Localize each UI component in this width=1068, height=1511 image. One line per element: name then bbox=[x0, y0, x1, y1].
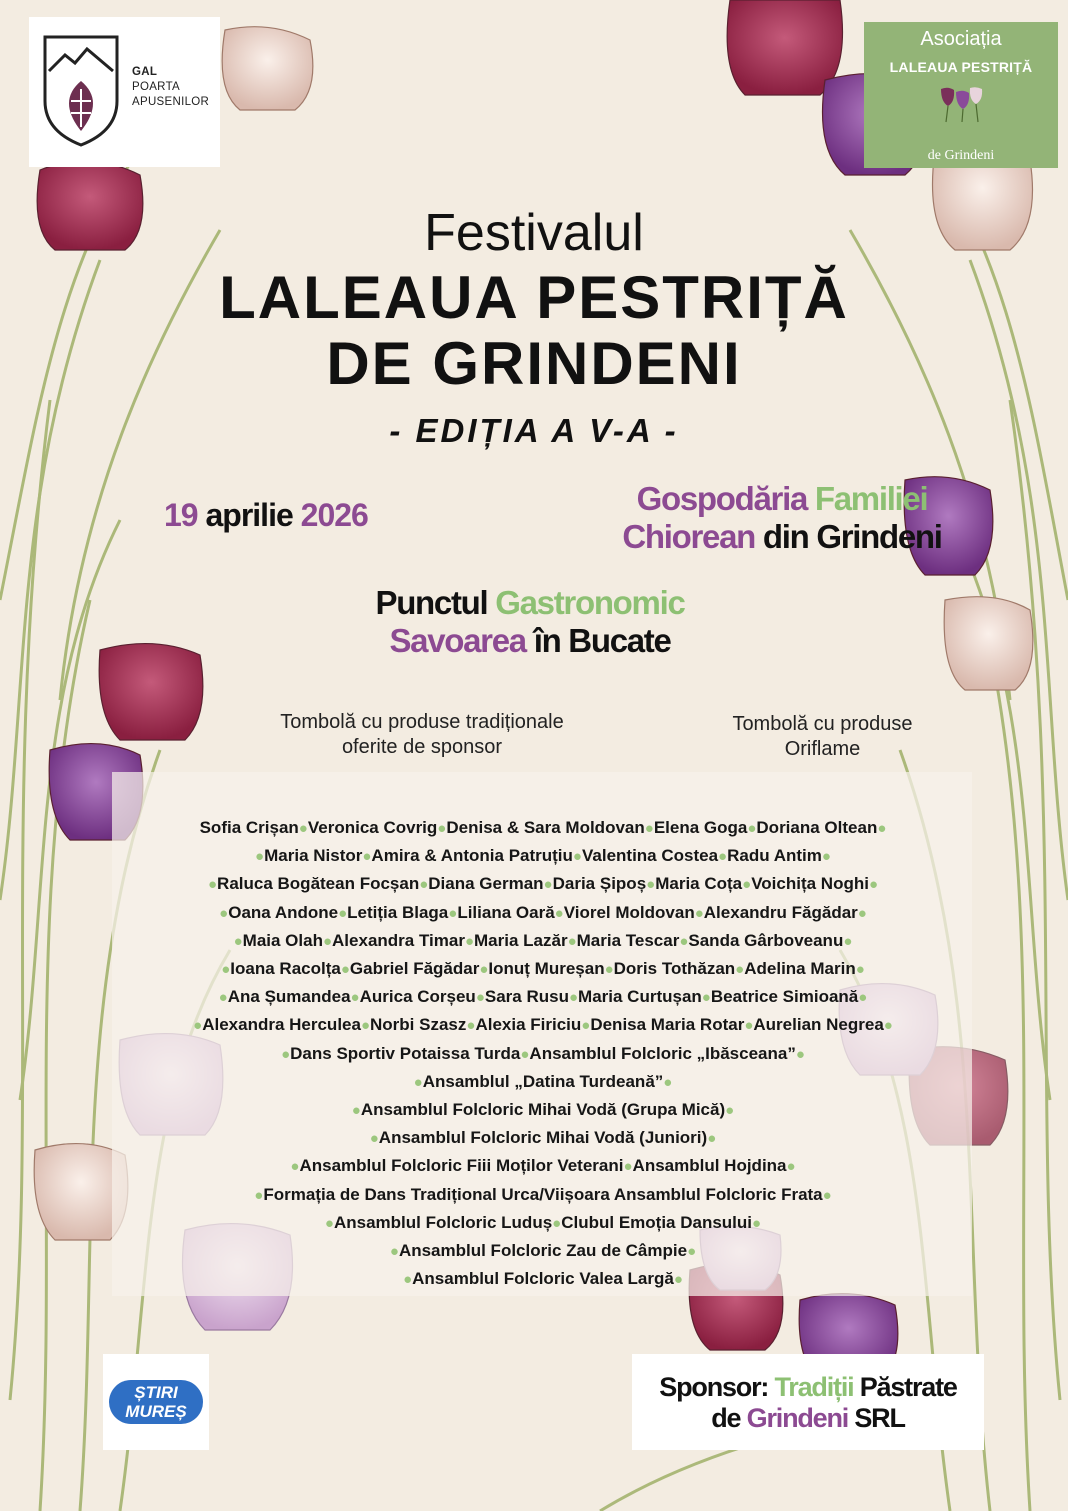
separator-dot: ● bbox=[747, 820, 757, 837]
gal-logo-line3: APUSENILOR bbox=[132, 96, 210, 108]
separator-dot: ● bbox=[290, 1158, 300, 1176]
performer-name: Voichița Noghi bbox=[751, 874, 869, 894]
performer-name: Ansamblul Folcloric Zau de Câmpie bbox=[398, 1241, 688, 1261]
performers-row bbox=[118, 955, 968, 983]
raffle-right-line1: Tombolă cu produse bbox=[732, 713, 913, 735]
separator-dot: ● bbox=[324, 1214, 334, 1232]
performer-name: Maia Olah bbox=[242, 930, 323, 950]
separator-dot: ● bbox=[567, 932, 577, 950]
performer-name: Ansamblul Folcloric Mihai Vodă (Grupa Mică) bbox=[360, 1100, 726, 1120]
asociatia-logo-bottom: de Grindeni bbox=[927, 148, 995, 163]
event-location bbox=[582, 480, 982, 556]
performers-row bbox=[118, 1209, 968, 1237]
separator-dot: ● bbox=[475, 989, 485, 1007]
separator-dot: ● bbox=[369, 1130, 379, 1148]
performer-name: Maria Curtușan bbox=[578, 987, 702, 1007]
performer-name: Adelina Marin bbox=[744, 959, 856, 979]
separator-dot: ● bbox=[233, 932, 243, 950]
performer-name: Clubul Emoția Dansului bbox=[561, 1212, 753, 1232]
performers-row bbox=[118, 814, 968, 842]
separator-dot: ● bbox=[821, 848, 831, 866]
separator-dot: ● bbox=[281, 1045, 291, 1063]
asociatia-laleaua-pestrita-logo bbox=[864, 22, 1058, 168]
performer-name: Aurica Corșeu bbox=[359, 987, 476, 1007]
separator-dot: ● bbox=[479, 961, 489, 979]
performer-name: Daria Șipoș bbox=[552, 874, 647, 894]
performers-row bbox=[118, 983, 968, 1011]
location-word4: din Grindeni bbox=[755, 518, 942, 555]
tulip-flower-icon bbox=[936, 84, 986, 124]
raffle-right-line2: Oriflame bbox=[784, 738, 861, 760]
gal-logo-line1: GAL bbox=[132, 66, 158, 78]
separator-dot: ● bbox=[350, 989, 360, 1007]
performer-name: Maria Nistor bbox=[264, 846, 363, 866]
separator-dot: ● bbox=[255, 848, 265, 866]
separator-dot: ● bbox=[207, 876, 218, 894]
separator-dot: ● bbox=[437, 820, 447, 837]
sponsor-word4: de bbox=[711, 1403, 747, 1433]
performer-name: Ansamblul Folcloric Fiii Moților Veterani bbox=[299, 1156, 624, 1176]
separator-dot: ● bbox=[679, 932, 689, 950]
separator-dot: ● bbox=[858, 989, 868, 1007]
separator-dot: ● bbox=[351, 1102, 361, 1120]
separator-dot: ● bbox=[701, 989, 711, 1007]
separator-dot: ● bbox=[604, 961, 614, 979]
stiri-logo-line1: ȘTIRI bbox=[134, 1383, 178, 1402]
sponsor-word6: SRL bbox=[848, 1403, 905, 1433]
performer-name: Ansamblul Hojdina bbox=[632, 1156, 787, 1176]
performer-name: Norbi Szasz bbox=[370, 1015, 467, 1035]
separator-dot: ● bbox=[543, 876, 553, 894]
separator-dot: ● bbox=[855, 961, 865, 979]
separator-dot: ● bbox=[707, 1130, 717, 1148]
performer-name: Ana Șumandea bbox=[227, 987, 351, 1007]
gastro-word2: Gastronomic bbox=[487, 584, 685, 621]
separator-dot: ● bbox=[520, 1045, 530, 1063]
performers-row bbox=[118, 1096, 968, 1124]
separator-dot: ● bbox=[552, 1214, 562, 1232]
performers-row bbox=[118, 1011, 968, 1039]
separator-dot: ● bbox=[360, 1017, 371, 1035]
gastronomic-point bbox=[330, 584, 730, 660]
separator-dot: ● bbox=[218, 989, 228, 1007]
festival-label: Festivalul bbox=[424, 204, 644, 262]
separator-dot: ● bbox=[581, 1017, 591, 1035]
sponsor-box bbox=[632, 1354, 984, 1450]
separator-dot: ● bbox=[694, 904, 704, 922]
separator-dot: ● bbox=[673, 1271, 683, 1289]
date-year: 2026 bbox=[300, 497, 368, 533]
edition-label: - EDIȚIA A V-A - bbox=[389, 412, 679, 449]
performer-name: Beatrice Simioană bbox=[710, 987, 859, 1007]
performer-name: Liliana Oară bbox=[457, 902, 555, 922]
separator-dot: ● bbox=[298, 820, 308, 837]
performers-row bbox=[118, 1237, 968, 1265]
separator-dot: ● bbox=[322, 932, 333, 950]
separator-dot: ● bbox=[554, 904, 564, 922]
separator-dot: ● bbox=[403, 1271, 413, 1289]
separator-dot: ● bbox=[663, 1073, 673, 1091]
performers-row bbox=[118, 842, 968, 870]
separator-dot: ● bbox=[877, 820, 887, 837]
performer-name: Aurelian Negrea bbox=[753, 1015, 884, 1035]
sponsor-word3: Păstrate bbox=[853, 1372, 957, 1402]
separator-dot: ● bbox=[795, 1045, 805, 1063]
performer-name: Alexandru Făgădar bbox=[703, 902, 858, 922]
separator-dot: ● bbox=[572, 848, 582, 866]
performer-name: Formația de Dans Tradițional Urca/Viișoara Ansamblul Folcloric Frata bbox=[263, 1184, 823, 1204]
performers-row bbox=[118, 1068, 968, 1096]
performer-name: Sara Rusu bbox=[484, 987, 569, 1007]
performers-row bbox=[118, 899, 968, 927]
performer-name: Valentina Costea bbox=[581, 846, 719, 866]
performer-name: Radu Antim bbox=[727, 846, 822, 866]
sponsor-word5: Grindeni bbox=[746, 1403, 849, 1433]
separator-dot: ● bbox=[822, 1186, 832, 1204]
separator-dot: ● bbox=[340, 961, 350, 979]
performer-name: Veronica Covrig bbox=[307, 818, 438, 837]
performers-row bbox=[118, 1124, 968, 1152]
performers-list bbox=[118, 814, 968, 1293]
separator-dot: ● bbox=[419, 876, 429, 894]
performers-row bbox=[118, 1181, 968, 1209]
performer-name: Gabriel Făgădar bbox=[349, 959, 480, 979]
separator-dot: ● bbox=[644, 820, 654, 837]
stiri-mures-logo bbox=[103, 1354, 209, 1450]
separator-dot: ● bbox=[466, 1017, 476, 1035]
performer-name: Elena Goga bbox=[653, 818, 748, 837]
separator-dot: ● bbox=[725, 1102, 735, 1120]
performer-name: Denisa & Sara Moldovan bbox=[446, 818, 645, 837]
gastro-word1: Punctul bbox=[375, 584, 488, 621]
performer-name: Alexia Firiciu bbox=[475, 1015, 582, 1035]
performer-name: Maria Tescar bbox=[576, 930, 680, 950]
festival-title-line1: LALEAUA PESTRIȚĂ bbox=[219, 264, 849, 331]
performer-name: Diana German bbox=[428, 874, 544, 894]
performer-name: Ansamblul Folcloric Mihai Vodă (Juniori) bbox=[378, 1128, 708, 1148]
performer-name: Doris Tothăzan bbox=[613, 959, 736, 979]
performer-name: Alexandra Timar bbox=[332, 930, 465, 950]
performer-name: Sanda Gârboveanu bbox=[688, 930, 844, 950]
location-word3: Chiorean bbox=[622, 518, 755, 555]
performer-name: Maria Coța bbox=[655, 874, 743, 894]
performer-name: Ansamblul Folcloric Valea Largă bbox=[412, 1269, 674, 1289]
separator-dot: ● bbox=[786, 1158, 796, 1176]
separator-dot: ● bbox=[413, 1073, 423, 1091]
performer-name: Doriana Oltean bbox=[756, 818, 878, 837]
performer-name: Ansamblul Folcloric „Ibăsceana” bbox=[529, 1043, 796, 1063]
performer-name: Raluca Bogătean Focșan bbox=[217, 874, 420, 894]
separator-dot: ● bbox=[568, 989, 579, 1007]
performer-name: Denisa Maria Rotar bbox=[590, 1015, 745, 1035]
separator-dot: ● bbox=[389, 1243, 399, 1261]
performer-name: Amira & Antonia Patruțiu bbox=[371, 846, 573, 866]
performer-name: Ansamblul Folcloric Luduș bbox=[333, 1212, 553, 1232]
separator-dot: ● bbox=[219, 904, 229, 922]
festival-title-line2: DE GRINDENI bbox=[326, 330, 742, 397]
separator-dot: ● bbox=[744, 1017, 754, 1035]
performer-name: Ionuț Mureșan bbox=[488, 959, 605, 979]
performer-name: Oana Andone bbox=[228, 902, 339, 922]
performer-name: Ansamblul „Datina Turdeană” bbox=[422, 1071, 664, 1091]
performers-row bbox=[118, 870, 968, 898]
performers-row bbox=[118, 1152, 968, 1180]
separator-dot: ● bbox=[742, 876, 752, 894]
separator-dot: ● bbox=[338, 904, 348, 922]
gastro-word3: Savoarea bbox=[389, 622, 526, 659]
separator-dot: ● bbox=[646, 876, 656, 894]
separator-dot: ● bbox=[857, 904, 867, 922]
date-month: aprilie bbox=[197, 497, 301, 533]
separator-dot: ● bbox=[221, 961, 231, 979]
gal-shield-logo-icon bbox=[35, 31, 127, 149]
location-word2: Familiei bbox=[807, 480, 928, 517]
separator-dot: ● bbox=[464, 932, 475, 950]
gal-logo-line2: POARTA bbox=[132, 81, 181, 93]
raffle-left-line1: Tombolă cu produse tradiționale bbox=[280, 711, 564, 733]
gal-poarta-apusenilor-logo bbox=[29, 17, 220, 167]
separator-dot: ● bbox=[868, 876, 879, 894]
separator-dot: ● bbox=[735, 961, 745, 979]
performers-row bbox=[118, 1265, 968, 1293]
event-date bbox=[164, 497, 368, 534]
asociatia-logo-subtitle: LALEAUA PESTRIȚĂ bbox=[889, 59, 1033, 75]
separator-dot: ● bbox=[883, 1017, 893, 1035]
gastro-word4: în Bucate bbox=[525, 622, 671, 659]
separator-dot: ● bbox=[362, 848, 372, 866]
separator-dot: ● bbox=[448, 904, 458, 922]
raffle-oriflame-products bbox=[690, 712, 955, 762]
separator-dot: ● bbox=[687, 1243, 697, 1261]
performers-row bbox=[118, 1040, 968, 1068]
separator-dot: ● bbox=[718, 848, 728, 866]
performer-name: Ioana Racolța bbox=[230, 959, 341, 979]
sponsor-word2: Tradiții bbox=[768, 1372, 854, 1402]
performer-name: Sofia Crișan bbox=[199, 818, 299, 837]
separator-dot: ● bbox=[623, 1158, 633, 1176]
raffle-left-line2: oferite de sponsor bbox=[341, 736, 503, 758]
performer-name: Alexandra Herculea bbox=[202, 1015, 361, 1035]
performer-name: Letiția Blaga bbox=[347, 902, 449, 922]
separator-dot: ● bbox=[193, 1017, 203, 1035]
separator-dot: ● bbox=[752, 1214, 762, 1232]
raffle-traditional-products bbox=[232, 710, 612, 760]
performer-name: Dans Sportiv Potaissa Turda bbox=[290, 1043, 521, 1063]
performers-row bbox=[118, 927, 968, 955]
location-word1: Gospodăria bbox=[636, 480, 807, 517]
separator-dot: ● bbox=[843, 932, 853, 950]
date-day: 19 bbox=[164, 497, 198, 533]
sponsor-label: Sponsor: bbox=[659, 1372, 769, 1402]
asociatia-logo-title: Asociația bbox=[920, 28, 1002, 50]
performer-name: Viorel Moldovan bbox=[563, 902, 695, 922]
separator-dot: ● bbox=[254, 1186, 264, 1204]
performer-name: Maria Lazăr bbox=[474, 930, 568, 950]
stiri-logo-line2: MUREȘ bbox=[125, 1402, 187, 1421]
